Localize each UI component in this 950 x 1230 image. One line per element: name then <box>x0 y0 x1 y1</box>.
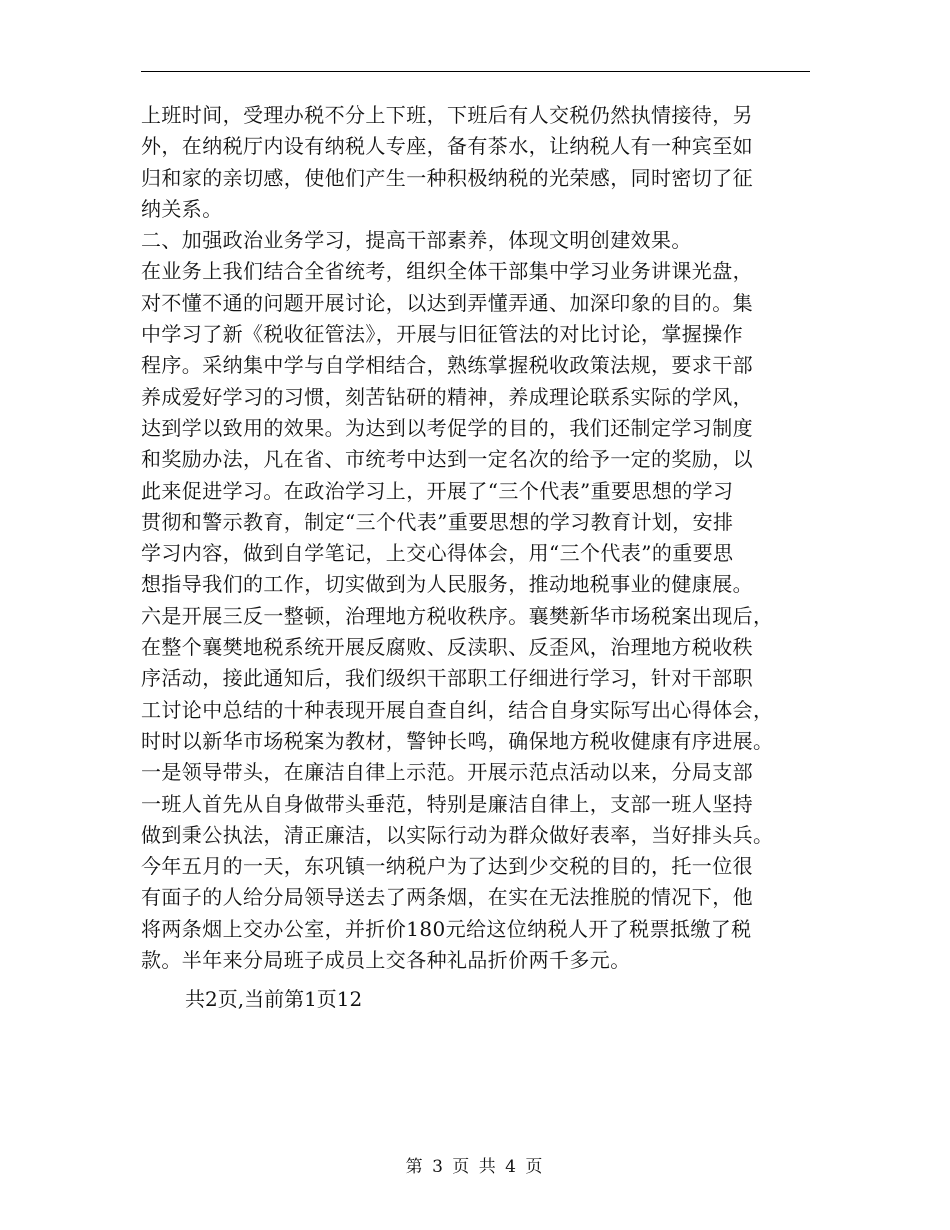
paragraph-line: 养成爱好学习的习惯，刻苦钻研的精神，养成理论联系实际的学风， <box>141 384 753 409</box>
paragraph-line: 贯彻和警示教育，制定“三个代表”重要思想的学习教育计划，安排 <box>141 509 734 534</box>
paragraph-line: 归和家的亲切感，使他们产生一种积极纳税的光荣感，同时密切了征 <box>141 165 753 190</box>
document-body <box>141 100 813 1016</box>
page-footer: 第 3 页 共 4 页 <box>405 1157 545 1177</box>
paragraph-line: 款。半年来分局班子成员上交各种礼品折价两千多元。 <box>141 948 631 973</box>
paragraph-line: 在整个襄樊地税系统开展反腐败、反渎职、反歪风，治理地方税收秩 <box>141 635 753 660</box>
paragraph-line: 有面子的人给分局领导送去了两条烟，在实在无法推脱的情况下，他 <box>141 885 753 910</box>
section-heading: 二、加强政治业务学习，提高干部素养，体现文明创建效果。 <box>141 228 692 253</box>
paragraph-line: 纳关系。 <box>141 196 223 221</box>
paragraph-line: 想指导我们的工作，切实做到为人民服务，推动地税事业的健康展。 <box>141 572 753 597</box>
paragraph-line: 学习内容，做到自学笔记，上交心得体会，用“三个代表”的重要思 <box>141 541 734 566</box>
paragraph-line: 今年五月的一天，东巩镇一纳税户为了达到少交税的目的，托一位很 <box>141 854 753 879</box>
paragraph-line: 和奖励办法，凡在省、市统考中达到一定名次的给予一定的奖励，以 <box>141 447 753 472</box>
paragraph-line: 六是开展三反一整顿，治理地方税收秩序。襄樊新华市场税案出现后， <box>141 603 774 628</box>
paragraph-line: 一班人首先从自身做带头垂范，特别是廉洁自律上，支部一班人坚持 <box>141 791 753 816</box>
paragraph-line: 达到学以致用的效果。为达到以考促学的目的，我们还制定学习制度 <box>141 415 753 440</box>
page-count-text: 共2页,当前第1页12 <box>185 987 363 1012</box>
paragraph-line: 上班时间，受理办税不分上下班，下班后有人交税仍然执情接待，另 <box>141 103 753 127</box>
paragraph-line: 此来促进学习。在政治学习上，开展了“三个代表”重要思想的学习 <box>141 478 734 503</box>
paragraph-line: 做到秉公执法，清正廉洁，以实际行动为群众做好表率，当好排头兵。 <box>141 822 774 847</box>
paragraph-line: 工讨论中总结的十种表现开展自查自纠，结合自身实际写出心得体会， <box>141 697 774 722</box>
paragraph-line: 在业务上我们结合全省统考，组织全体干部集中学习业务讲课光盘， <box>141 259 753 284</box>
paragraph-line: 序活动，接此通知后，我们级织干部职工仔细进行学习，针对干部职 <box>141 666 753 691</box>
paragraph-line: 一是领导带头，在廉洁自律上示范。开展示范点活动以来，分局支部 <box>141 760 753 785</box>
header-rule <box>141 71 810 72</box>
paragraph-line: 外，在纳税厅内设有纳税人专座，备有茶水，让纳税人有一种宾至如 <box>141 134 753 159</box>
paragraph-line: 对不懂不通的问题开展讨论，以达到弄懂弄通、加深印象的目的。集 <box>141 290 753 315</box>
paragraph-line: 将两条烟上交办公室，并折价180元给这位纳税人开了税票抵缴了税 <box>141 916 752 941</box>
paragraph-line: 时时以新华市场税案为教材，警钟长鸣，确保地方税收健康有序进展。 <box>141 728 774 753</box>
paragraph-line: 中学习了新《税收征管法》，开展与旧征管法的对比讨论，掌握操作 <box>141 322 743 347</box>
paragraph-line: 程序。采纳集中学与自学相结合，熟练掌握税收政策法规，要求干部 <box>141 353 753 378</box>
